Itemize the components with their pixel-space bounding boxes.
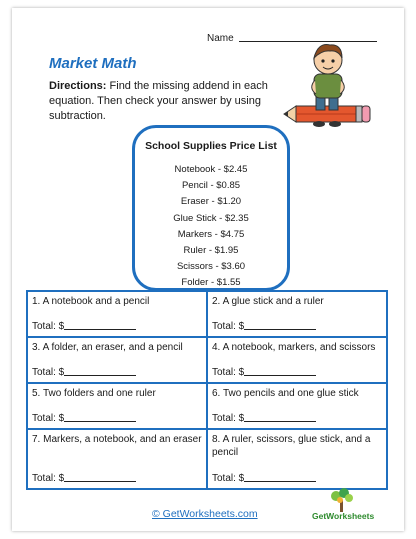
directions	[49, 79, 269, 124]
task-cell-5	[27, 383, 207, 429]
task-grid	[26, 290, 388, 490]
total-blank[interactable]	[244, 421, 316, 422]
total-blank[interactable]	[64, 481, 136, 482]
price-item: Notebook - $2.45	[174, 164, 248, 175]
total-blank[interactable]	[244, 481, 316, 482]
price-list	[135, 162, 287, 292]
total-label: Total: $	[32, 367, 65, 378]
total-field[interactable]	[32, 320, 136, 333]
price-item: Markers - $4.75	[177, 228, 245, 240]
total-blank[interactable]	[64, 329, 136, 330]
total-field[interactable]	[212, 366, 316, 379]
task-cell-1	[27, 291, 207, 337]
total-field[interactable]	[212, 472, 316, 485]
total-field[interactable]	[212, 320, 316, 333]
task-cell-4	[207, 337, 387, 383]
total-field[interactable]	[212, 412, 316, 425]
logo-text: GetWorksheets	[312, 511, 375, 521]
price-item: Pencil - $0.85	[181, 180, 241, 192]
price-item: Scissors - $3.60	[176, 261, 246, 273]
price-item: Ruler - $1.95	[183, 244, 239, 256]
total-label: Total: $	[32, 413, 65, 424]
task-cell-7	[27, 429, 207, 489]
total-blank[interactable]	[244, 375, 316, 376]
total-label: Total: $	[32, 473, 65, 484]
task-question: 1. A notebook and a pencil	[32, 296, 150, 307]
task-cell-3	[27, 337, 207, 383]
task-cell-8	[207, 429, 387, 489]
total-label: Total: $	[32, 321, 65, 332]
worksheet-page	[12, 8, 404, 531]
total-label: Total: $	[212, 367, 245, 378]
price-item: Glue Stick - $2.35	[173, 212, 249, 224]
price-list-box	[132, 125, 290, 291]
total-label: Total: $	[212, 473, 245, 484]
task-cell-6	[207, 383, 387, 429]
total-blank[interactable]	[244, 329, 316, 330]
boy-on-pencil-icon	[282, 36, 372, 136]
footer-link[interactable]: © GetWorksheets.com	[152, 508, 258, 520]
task-question: 7. Markers, a notebook, and an eraser	[32, 434, 202, 445]
directions-label: Directions:	[49, 80, 107, 92]
directions-text: Find the missing addend in each equation. Then check your answer by using subtraction.	[49, 80, 268, 122]
task-question: 2. A glue stick and a ruler	[212, 296, 324, 307]
total-field[interactable]	[32, 472, 136, 485]
name-label: Name	[207, 33, 234, 44]
total-label: Total: $	[212, 413, 245, 424]
page-title: Market Math	[49, 55, 137, 72]
price-item: Folder - $1.55	[181, 277, 241, 289]
task-question: 8. A ruler, scissors, glue stick, and a pencil	[212, 434, 371, 458]
task-question: 5. Two folders and one ruler	[32, 388, 156, 399]
total-blank[interactable]	[64, 421, 136, 422]
total-label: Total: $	[212, 321, 245, 332]
task-question: 4. A notebook, markers, and scissors	[212, 342, 376, 353]
total-blank[interactable]	[64, 375, 136, 376]
task-question: 6. Two pencils and one glue stick	[212, 388, 359, 399]
task-question: 3. A folder, an eraser, and a pencil	[32, 342, 183, 353]
price-list-title: School Supplies Price List	[145, 140, 277, 152]
price-item: Eraser - $1.20	[180, 196, 242, 208]
total-field[interactable]	[32, 412, 136, 425]
task-cell-2	[207, 291, 387, 337]
total-field[interactable]	[32, 366, 136, 379]
